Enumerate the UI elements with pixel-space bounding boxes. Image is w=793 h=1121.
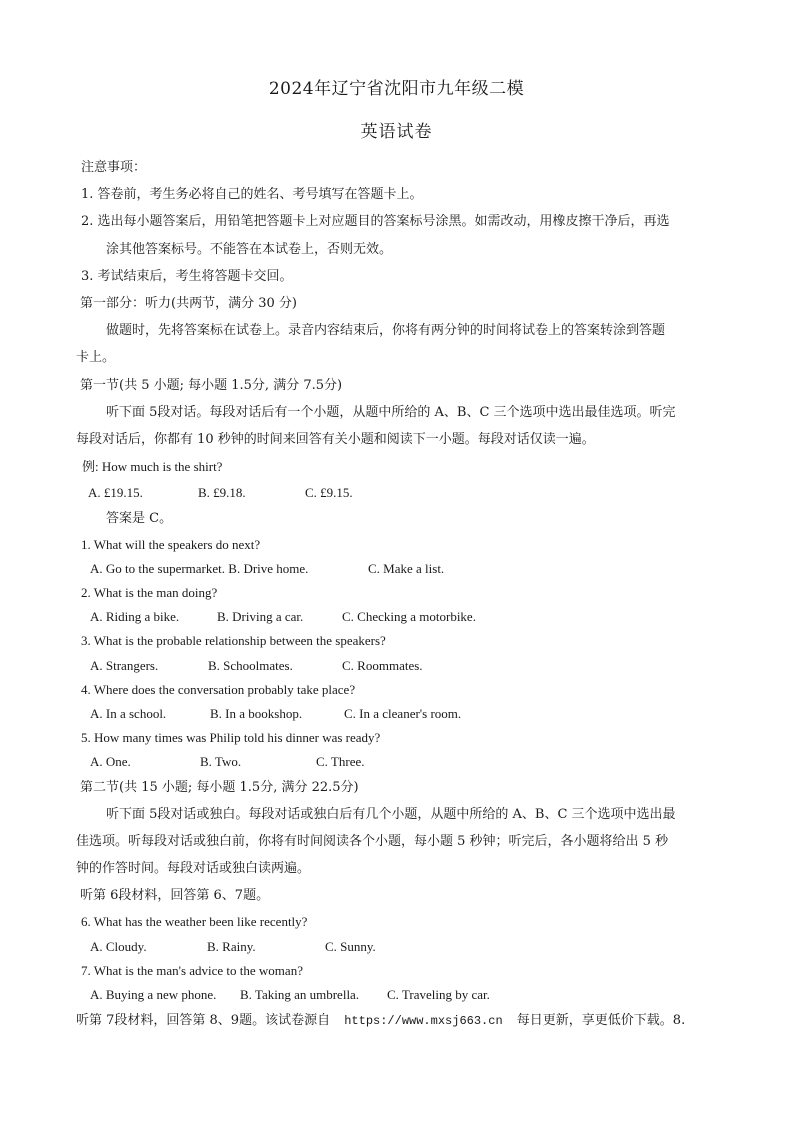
question-option: C. Three. xyxy=(316,754,365,769)
section2-intro: 钟的作答时间。每段对话或独白读两遍。 xyxy=(76,861,311,876)
example-option: B. £9.18. xyxy=(198,485,246,500)
part1-heading: 第一部分：听力(共两节，满分 30 分) xyxy=(80,296,297,311)
question-option: B. Driving a car. xyxy=(217,609,304,624)
material-heading: 听第 6段材料，回答第 6、7题。 xyxy=(80,888,270,903)
example-option: C. £9.15. xyxy=(305,485,353,500)
part1-intro: 做题时，先将答案标在试卷上。录音内容结束后，你将有两分钟的时间将试卷上的答案转涂到答题 xyxy=(106,323,666,338)
question-option: B. Two. xyxy=(200,754,242,769)
question-option: C. Traveling by car. xyxy=(387,987,490,1002)
question-option: B. Taking an umbrella. xyxy=(240,987,360,1002)
material-text: 听第 7段材料，回答第 8、9题。该试卷源自 xyxy=(76,1013,331,1028)
question-option: A. Riding a bike. xyxy=(90,609,180,624)
example-answer: 答案是 C。 xyxy=(106,511,173,526)
question-text: 2. What is the man doing? xyxy=(81,585,218,600)
question-option: C. Make a list. xyxy=(368,561,445,576)
notice-item: 3. 考试结束后，考生将答题卡交回。 xyxy=(81,269,293,284)
page-subtitle: 英语试卷 xyxy=(360,122,433,142)
question-option: A. One. xyxy=(90,754,131,769)
notice-item: 1. 答卷前，考生务必将自己的姓名、考号填写在答题卡上。 xyxy=(81,187,423,202)
question-option: B. In a bookshop. xyxy=(210,706,303,721)
section1-intro: 听下面 5段对话。每段对话后有一个小题，从题中所给的 A、B、C 三个选项中选出最佳选项。听完 xyxy=(106,405,676,420)
notice-item: 2. 选出每小题答案后，用铅笔把答题卡上对应题目的答案标号涂黑。如需改动，用橡皮擦干净后，再选 xyxy=(81,214,670,229)
part1-intro: 卡上。 xyxy=(76,350,116,365)
question-text: 3. What is the probable relationship between the speakers? xyxy=(81,633,386,648)
page-title: 2024年辽宁省沈阳市九年级二模 xyxy=(268,79,525,99)
source-link[interactable]: https://www.mxsj663.cn xyxy=(344,1014,503,1028)
question-option: A. In a school. xyxy=(90,706,167,721)
question-option: B. Schoolmates. xyxy=(208,658,293,673)
question-text: 1. What will the speakers do next? xyxy=(81,537,261,552)
question-option: A. Buying a new phone. xyxy=(90,987,217,1002)
question-text: 4. Where does the conversation probably take place? xyxy=(81,682,356,697)
question-option: C. Sunny. xyxy=(325,939,376,954)
question-option: A. Cloudy. xyxy=(90,939,147,954)
section2-intro: 听下面 5段对话或独白。每段对话或独白后有几个小题，从题中所给的 A、B、C 三个选项中选出最 xyxy=(106,807,676,822)
question-option: C. Checking a motorbike. xyxy=(342,609,476,624)
section2-heading: 第二节(共 15 小题; 每小题 1.5分, 满分 22.5分) xyxy=(80,780,359,795)
question-option: C. In a cleaner's room. xyxy=(344,706,462,721)
question-option: B. Rainy. xyxy=(207,939,256,954)
question-option: A. Strangers. xyxy=(90,658,159,673)
question-text: 5. How many times was Philip told his dinner was ready? xyxy=(81,730,381,745)
example-question: 例: How much is the shirt? xyxy=(82,459,223,474)
notice-heading: 注意事项： xyxy=(81,160,147,175)
question-option: A. Go to the supermarket. B. Drive home. xyxy=(90,561,309,576)
section2-intro: 佳选项。听每段对话或独白前，你将有时间阅读各个小题，每小题 5 秒钟；听完后，各小题将给出 5 秒 xyxy=(76,834,669,849)
section1-intro: 每段对话后，你都有 10 秒钟的时间来回答有关小题和阅读下一小题。每段对话仅读一遍。 xyxy=(76,432,595,447)
material-text: 每日更新，享更低价下载。8. xyxy=(516,1013,686,1028)
question-option: C. Roommates. xyxy=(342,658,423,673)
question-text: 6. What has the weather been like recently? xyxy=(81,914,308,929)
material-heading xyxy=(76,1011,685,1031)
question-text: 7. What is the man's advice to the woman? xyxy=(81,963,303,978)
example-option: A. £19.15. xyxy=(88,485,143,500)
notice-item: 涂其他答案标号。不能答在本试卷上，否则无效。 xyxy=(106,242,393,257)
section1-heading: 第一节(共 5 小题; 每小题 1.5分, 满分 7.5分) xyxy=(80,378,343,393)
